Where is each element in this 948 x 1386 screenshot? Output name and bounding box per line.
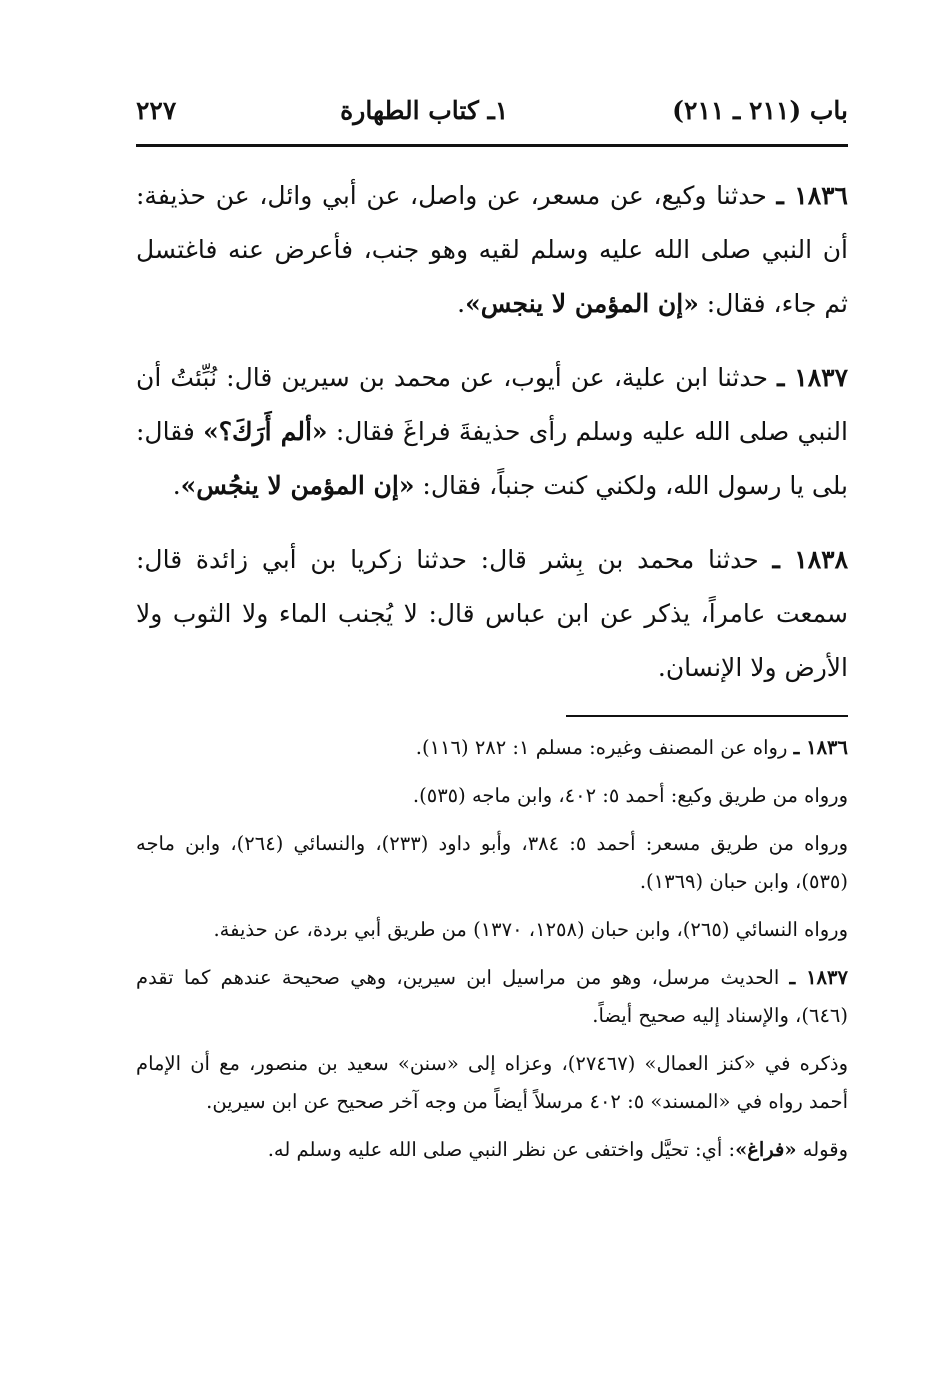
- hadith-1837: [136, 351, 848, 513]
- footnote-paragraph: ورواه من طريق وكيع: أحمد ٥: ٤٠٢، وابن ماجه (٥٣٥).: [412, 784, 848, 807]
- hadith-1836: [136, 169, 848, 331]
- header-rule: [136, 144, 848, 147]
- hadith-1838: [136, 533, 848, 695]
- footnote-text: رواه عن المصنف وغيره: مسلم ١: ٢٨٢ (١١٦).: [415, 736, 788, 759]
- footnote-paragraph: [136, 1131, 848, 1169]
- footnote-number: ١٨٣٧ ـ: [789, 966, 848, 989]
- footnote-1837: [136, 959, 848, 1035]
- hadith-end: .: [172, 471, 181, 500]
- hadith-quote: «إن المؤمن لا ينجُس»: [180, 471, 415, 500]
- footnote-paragraph: ورواه النسائي (٢٦٥)، وابن حبان (١٢٥٨، ١٣٧٠) من طريق أبي بردة، عن حذيفة.: [213, 918, 848, 941]
- footnote-bold-term: «فراغ»: [735, 1138, 797, 1161]
- hadith-end: .: [457, 289, 466, 318]
- hadith-text: حدثنا محمد بن بِشر قال: حدثنا زكريا بن أبي زائدة قال: سمعت عامراً، يذكر عن ابن عباس قال: لا يُجنب الماء ولا الثوب ولا الأرض ولا الإنسان.: [136, 545, 848, 682]
- footnote-1836: [136, 729, 848, 767]
- hadith-quote: «إن المؤمن لا ينجس»: [465, 289, 699, 318]
- hadith-text: حدثنا وكيع، عن مسعر، عن واصل، عن أبي وائل، عن حذيفة: أن النبي صلى الله عليه وسلم لقيه وهو جنب، فأعرض عنه فاغتسل ثم جاء، فقال:: [136, 181, 848, 318]
- hadith-text-cont: فقال: بلى يا رسول الله، ولكني كنت جنباً، فقال:: [136, 417, 848, 500]
- hadith-number: ١٨٣٧ ـ: [777, 363, 849, 392]
- running-head: [136, 96, 848, 142]
- hadith-number: ١٨٣٦ ـ: [776, 181, 848, 210]
- page-number: ٢٢٧: [136, 96, 177, 125]
- book-page: [136, 96, 848, 1179]
- footnotes: [136, 729, 848, 1169]
- chapter-title: باب (٢١١ ـ ٢١١): [672, 96, 848, 125]
- footnote-text: الحديث مرسل، وهو من مراسيل ابن سيرين، وهي صحيحة عندهم كما تقدم (٦٤٦)، والإسناد إليه صحيح أيضاً.: [136, 966, 848, 1027]
- main-text: [136, 169, 848, 695]
- hadith-number: ١٨٣٨ ـ: [772, 545, 849, 574]
- footnote-text: وقوله: [796, 1138, 848, 1161]
- footnote-text: : أي: تحيَّل واختفى عن نظر النبي صلى الله عليه وسلم له.: [267, 1138, 736, 1161]
- footnote-paragraph: وذكره في «كنز العمال» (٢٧٤٦٧)، وعزاه إلى «سنن» سعيد بن منصور، مع أن الإمام أحمد رواه في «المسند» ٥: ٤٠٢ مرسلاً أيضاً من وجه آخر صحيح عن ابن سيرين.: [136, 1052, 848, 1113]
- footnote-separator: [566, 715, 848, 717]
- hadith-quote: «ألم أَرَكَ؟»: [203, 417, 328, 446]
- hadith-text: حدثنا ابن علية، عن أيوب، عن محمد بن سيرين قال: نُبِّئتُ أن النبي صلى الله عليه وسلم رأى حذيفةَ فراغَ فقال:: [136, 363, 848, 446]
- footnote-number: ١٨٣٦ ـ: [793, 736, 848, 759]
- footnote-paragraph: ورواه من طريق مسعر: أحمد ٥: ٣٨٤، وأبو داود (٢٣٣)، والنسائي (٢٦٤)، وابن ماجه (٥٣٥)، وابن حبان (١٣٦٩).: [136, 832, 848, 893]
- book-title: ١ـ كتاب الطهارة: [340, 96, 509, 125]
